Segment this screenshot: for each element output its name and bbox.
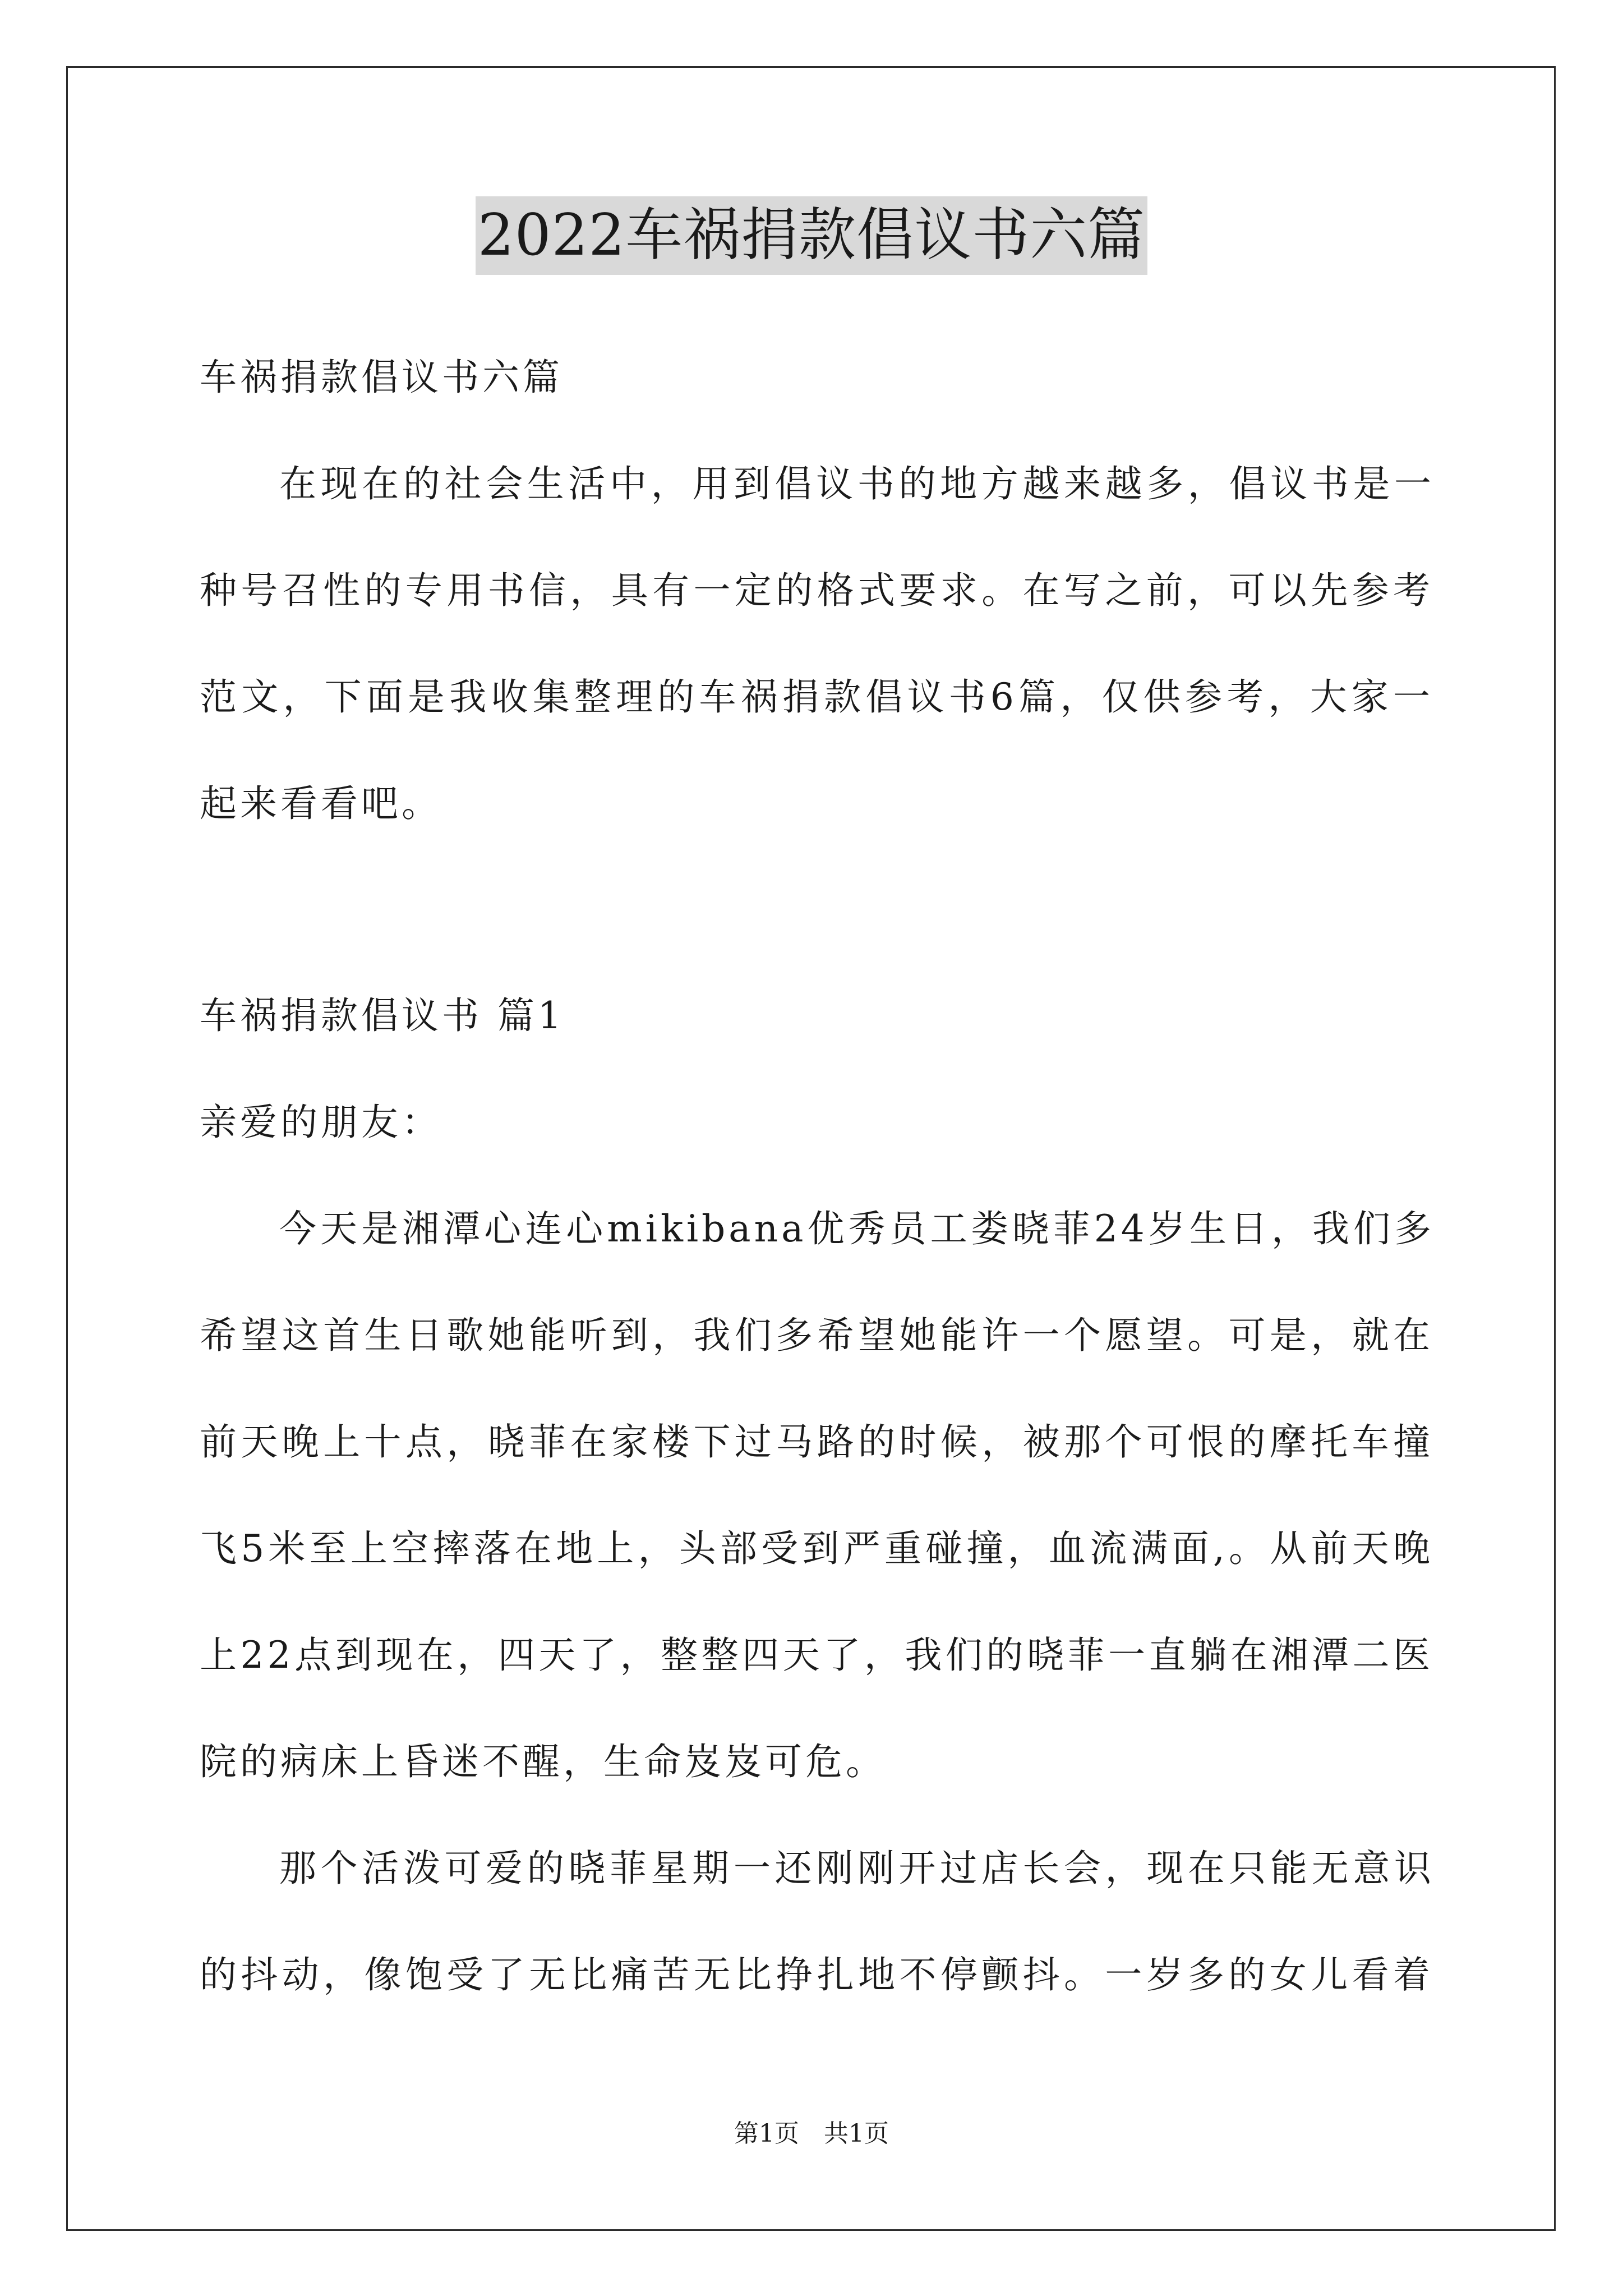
page-footer: 第1页 共1页	[734, 2119, 889, 2148]
paragraph-line: 飞5米至上空摔落在地上，头部受到严重碰撞，血流满面,。从前天晚	[200, 1527, 1433, 1570]
paragraph-line: 院的病床上昏迷不醒，生命岌岌可危。	[200, 1740, 886, 1783]
document-subtitle: 车祸捐款倡议书六篇	[200, 356, 563, 399]
paragraph-line: 希望这首生日歌她能听到，我们多希望她能许一个愿望。可是，就在	[200, 1314, 1433, 1357]
paragraph-line: 的抖动，像饱受了无比痛苦无比挣扎地不停颤抖。一岁多的女儿看着	[200, 1953, 1433, 1996]
document-title: 2022车祸捐款倡议书六篇	[476, 196, 1148, 275]
paragraph-line: 前天晚上十点，晓菲在家楼下过马路的时候，被那个可恨的摩托车撞	[200, 1420, 1433, 1464]
intro-line: 范文，下面是我收集整理的车祸捐款倡议书6篇，仅供参考，大家一	[200, 675, 1433, 719]
salutation: 亲爱的朋友：	[200, 1101, 442, 1144]
paragraph-line: 今天是湘潭心连心mikibana优秀员工娄晓菲24岁生日，我们多	[279, 1207, 1435, 1250]
intro-line: 起来看看吧。	[200, 782, 442, 825]
section-heading: 车祸捐款倡议书 篇1	[200, 994, 565, 1037]
intro-line: 种号召性的专用书信，具有一定的格式要求。在写之前，可以先参考	[200, 569, 1433, 612]
intro-line: 在现在的社会生活中，用到倡议书的地方越来越多，倡议书是一	[279, 462, 1435, 505]
paragraph-line: 那个活泼可爱的晓菲星期一还刚刚开过店长会，现在只能无意识	[279, 1847, 1435, 1890]
title-container	[0, 196, 1623, 275]
paragraph-line: 上22点到现在，四天了，整整四天了，我们的晓菲一直躺在湘潭二医	[200, 1634, 1433, 1677]
